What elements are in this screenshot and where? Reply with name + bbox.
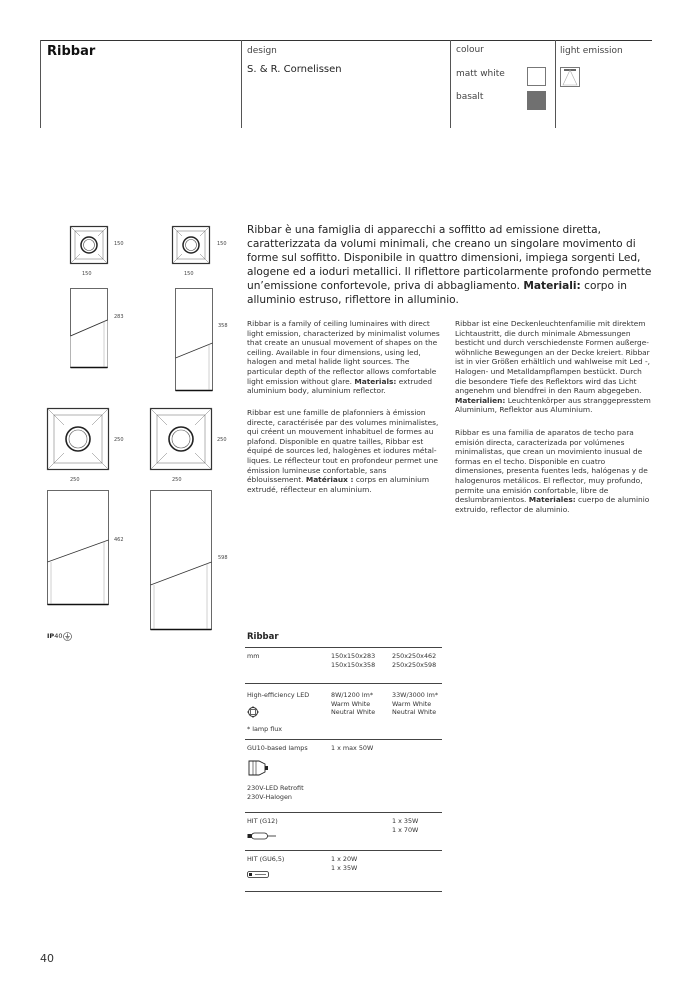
dim-label: 250: [217, 437, 227, 443]
design-label: design: [247, 46, 277, 56]
row-label-hit-g12: HIT (G12): [247, 817, 278, 825]
dim-value: 250x250x598: [392, 660, 437, 669]
colour-name-basalt: basalt: [456, 92, 484, 102]
dim-label: 150: [184, 271, 194, 277]
plan-view-small-a: [70, 226, 108, 264]
spec-value: 1 x 70W: [392, 825, 419, 834]
ip-rating: [47, 632, 62, 640]
led-values-a: [331, 691, 375, 717]
header-divider: [555, 40, 556, 128]
materials-text: cuerpo de aluminio extruido, reflector de aluminio.: [455, 495, 650, 514]
english-text: Ribbar is a family of ceiling luminaires with direct light emission, characterized by minimalist volumes that create an unusual movement of shapes on the ceiling. Available in four dimensions, using led, halogen and metal halide light sources. The particular depth of the reflector allows comfortable light emission without glare.: [247, 319, 440, 386]
side-view-small-a: [70, 288, 108, 368]
plan-view-large-b: [150, 408, 212, 470]
materials-label: Materiales:: [528, 495, 576, 505]
plan-view-small-b: [172, 226, 210, 264]
intro-italian: [247, 223, 657, 307]
dims-col-b: [392, 652, 436, 669]
header-rule: [40, 40, 652, 41]
gu10-types: [247, 784, 304, 801]
header-divider: [450, 40, 451, 128]
ip-value: 40: [54, 632, 63, 640]
german-text: Ribbar ist eine Deckenleuchtenfamilie mit direktem Lichtaustritt, die durch minimale Abmessungen besticht und durch verschiedenste Formen außerge-wöhnliche Bewegungen an der Decke kreiert. Ribbar ist in vier Größen erhältlich und wahlweise mit Led -, Halogen- und Metalldampflampen bestückt. Durch die besondere Tiefe des Reflektors wird das Licht angenehm und blendfrei in den Raum abgegeben.: [455, 319, 650, 396]
colour-name-white: matt white: [456, 69, 505, 79]
plan-view-large-a: [47, 408, 109, 470]
spec-value: Neutral White: [392, 708, 437, 717]
spec-value: Warm White: [331, 699, 371, 708]
gu65-lamp-icon: [247, 871, 269, 878]
spec-value: Neutral White: [331, 708, 376, 717]
row-label-led: High-efficiency LED: [247, 691, 310, 699]
led-icon: [247, 706, 259, 718]
earth-icon: [63, 632, 72, 641]
header-divider: [40, 40, 41, 128]
led-values-b: [392, 691, 438, 717]
colour-label: colour: [456, 45, 484, 55]
spec-value: 33W/3000 lm*: [392, 691, 439, 699]
table-rule: [245, 812, 442, 813]
table-rule: [245, 683, 442, 684]
dim-label: 250: [172, 477, 182, 483]
dim-label: 283: [114, 314, 124, 320]
gu65-values-a: [331, 855, 357, 872]
dim-label: 250: [114, 437, 124, 443]
dim-label: 598: [218, 555, 228, 561]
dim-label: 150: [114, 241, 124, 247]
colour-swatch-basalt: [527, 91, 546, 110]
dims-col-a: [331, 652, 375, 669]
materials-label: Materialien:: [455, 395, 506, 405]
light-emission-label: light emission: [560, 46, 623, 56]
dim-value: 150x150x358: [331, 660, 376, 669]
intro-text: Ribbar è una famiglia di apparecchi a soffitto ad emissione diretta, caratterizzata da volumi minimali, che creano un singolare movimento di forme sul soffitto. Disponibile in quattro dimensioni, impiega sorgenti Led, alogene ed a ioduri metallici. Il riflettore particolarmente profondo permette un’emissione confortevole, priva di abbagliamento.: [247, 224, 652, 292]
materials-label: Materiali:: [523, 280, 581, 292]
materials-label: Materials:: [354, 376, 397, 386]
colour-swatch-white: [527, 67, 546, 86]
dim-value: 150x150x283: [331, 652, 376, 660]
text-french: [247, 408, 443, 494]
lamp-flux-note: * lamp flux: [247, 725, 283, 733]
table-rule: [245, 739, 442, 740]
g12-lamp-icon: [247, 832, 277, 840]
lamp-type: 230V-LED Retrofit: [247, 784, 304, 792]
french-text: Ribbar est une famille de plafonniers à émission directe, caractérisée par des volumes minimalistes, qui créent un mouvement inhabituel de formes au plafond. Disponible en quatre tailles, Ribbar est équipé de sources led, halogènes et iodures métal-liques. Le réflecteur tout en profondeur permet une émission lumineuse confortable, sans éblouissement.: [247, 408, 439, 485]
gu10-lamp-icon: [247, 759, 269, 777]
materials-text: extruded aluminium body, aluminium reflector.: [247, 376, 433, 396]
table-rule: [245, 850, 442, 851]
gu10-value-a: 1 x max 50W: [331, 744, 374, 752]
unit-label: mm: [247, 652, 260, 660]
light-emission-icon: [560, 67, 580, 87]
side-view-large-b: [150, 490, 212, 630]
product-title: Ribbar: [47, 44, 96, 59]
lamp-type: 230V-Halogen: [247, 792, 292, 801]
spanish-text: Ribbar es una familia de aparatos de techo para emisión directa, caracterizada por volúmenes minimalistas, que crean un movimiento inusual de formas en el techo. Disponible en cuatro dimensiones, presenta fuentes leds, halógenas y de halogenuros metálicos. El reflector, muy profundo, permite una emisión confortable, libre de deslumbramientos.: [455, 428, 648, 505]
dim-label: 150: [82, 271, 92, 277]
side-view-small-b: [175, 288, 213, 391]
side-view-large-a: [47, 490, 109, 605]
table-title: Ribbar: [247, 632, 279, 642]
table-rule: [245, 647, 442, 648]
dim-label: 250: [70, 477, 80, 483]
dim-label: 462: [114, 537, 124, 543]
row-label-gu10: GU10-based lamps: [247, 744, 308, 752]
spec-value: 1 x 35W: [392, 817, 419, 825]
ip-label: IP: [47, 632, 55, 640]
spec-value: 1 x 20W: [331, 855, 358, 863]
materials-label: Matériaux :: [305, 475, 354, 485]
materials-text: corpo in alluminio estruso, riflettore in alluminio.: [247, 280, 628, 306]
designer-name: S. & R. Cornelissen: [247, 64, 342, 75]
text-german: [455, 319, 655, 415]
spec-value: 1 x 35W: [331, 863, 358, 872]
text-spanish: [455, 428, 655, 514]
materials-text: corps en aluminium extrudé, réflecteur en aluminium.: [247, 475, 430, 494]
text-english: [247, 319, 443, 396]
spec-value: 8W/1200 lm*: [331, 691, 374, 699]
row-label-hit-gu65: HIT (GU6,5): [247, 855, 285, 863]
table-rule: [245, 891, 442, 892]
dim-label: 358: [218, 323, 228, 329]
header-divider: [241, 40, 242, 128]
dim-value: 250x250x462: [392, 652, 437, 660]
dim-label: 150: [217, 241, 227, 247]
materials-text: Leuchtenkörper aus stranggepresstem Aluminium, Reflektor aus Aluminium.: [455, 395, 651, 415]
g12-values-b: [392, 817, 418, 834]
page-number: 40: [40, 952, 54, 965]
spec-value: Warm White: [392, 699, 432, 708]
